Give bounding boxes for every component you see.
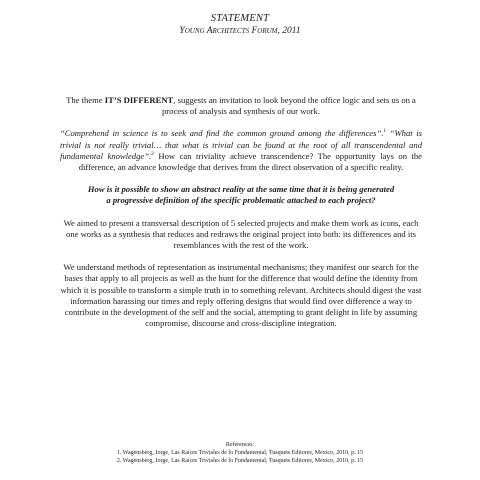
- footnote-marker-1: 1: [383, 128, 387, 135]
- document-title: STATEMENT: [210, 13, 270, 24]
- paragraph-theme: [60, 95, 422, 117]
- document-subtitle: Young Architects Forum, 2011: [179, 26, 301, 36]
- document-header: [0, 12, 480, 37]
- references: [0, 441, 480, 465]
- paragraph-quotes: [60, 128, 422, 173]
- footnote-marker-2: 2: [151, 150, 154, 157]
- paragraph-methods: We understand methods of representation as instrumental mechanisms; they manifest our search for the bases that apply to all projects as well as the hunt for the difference that would define the identity from which it is possible to transform a simple truth in to something relevant. Architects should digest the vast information harassing our times and reply offering designs that would find over difference a way to contribute in the development of the self and the social, attempting to grant delight in life by assuming compromise, discourse and cross-discipline integration.: [60, 262, 422, 329]
- quotes-rest-text: How can triviality achieve transcendence? The opportunity lays on the difference, an advance knowledge that derives from the direct observation of a specific reality.: [78, 150, 422, 173]
- reference-item-2: 2. Wagensberg, Jorge, Las Raíces Triviales de lo Fundamental, Tusquets Editores, Mexico, 2010, p. 15: [116, 458, 364, 464]
- theme-lead-text: The theme: [66, 95, 105, 105]
- reference-item-1: 1. Wagensberg, Jorge, Las Raíces Triviales de lo Fundamental, Tusquets Editores, Mexico, 2010, p. 15: [116, 450, 364, 456]
- paragraph-projects: We aimed to present a transversal description of 5 selected projects and make them work as icons, each one works as a synthesis that reduces and redraws the original project into both: its differences and its resemblances with the rest of the work.: [63, 217, 419, 251]
- theme-name: IT’S DIFFERENT: [104, 95, 174, 105]
- statement-body: [60, 95, 422, 340]
- quote-2: “What is trivial is not really trivial… that what is trivial can be found at the root of all transcendental and fundamental knowledge”.: [60, 128, 422, 161]
- key-question-line-1: How is it possible to show an abstract reality at the same time that it is being generated: [87, 184, 395, 195]
- theme-rest-text: , suggests an invitation to look beyond the office logic and sets us on a process of analysis and synthesis of our work.: [161, 95, 416, 117]
- quote-1: “Comprehend in science is to seek and find the common ground among the differences”.: [60, 128, 384, 139]
- key-question-line-2: a progressive definition of the specific problematic attached to each project?: [106, 195, 376, 206]
- key-question: [60, 184, 422, 206]
- references-heading: References:: [225, 442, 255, 448]
